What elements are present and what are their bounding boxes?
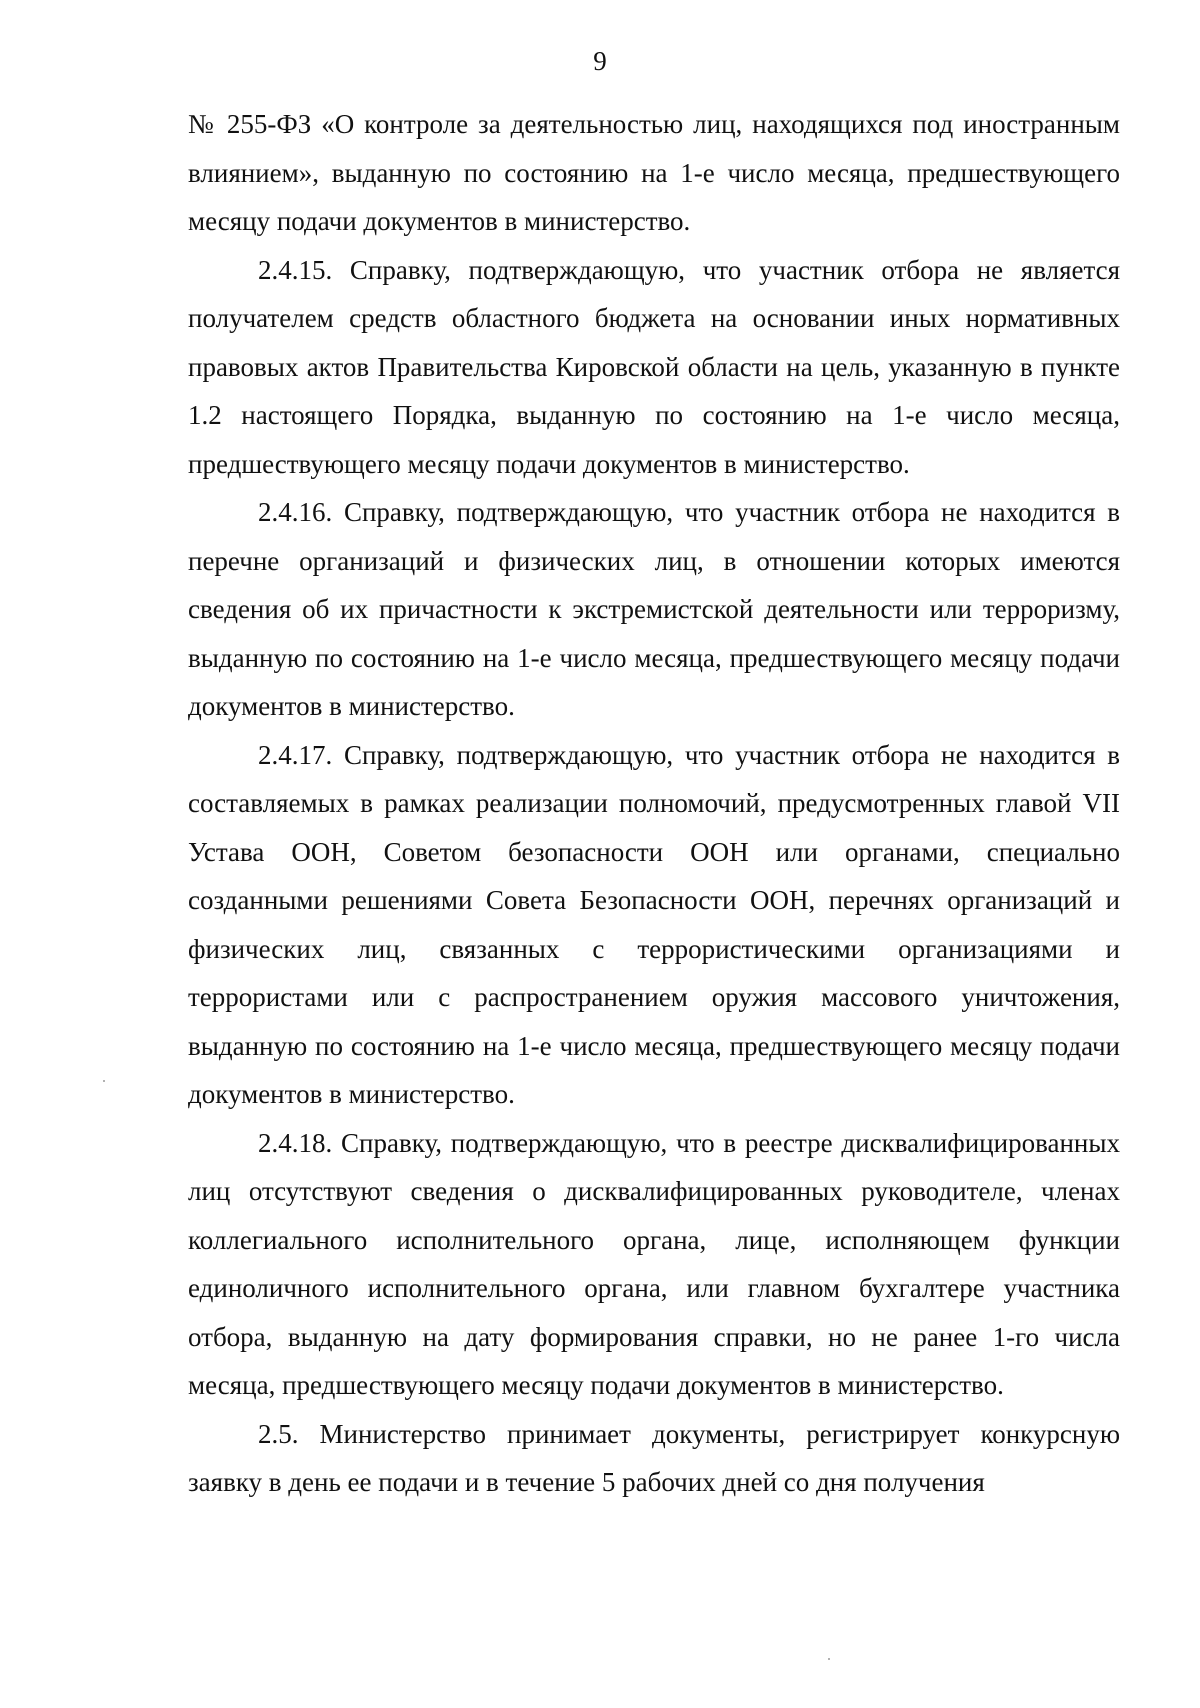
scan-speck <box>103 1080 105 1082</box>
document-body <box>188 100 1120 1507</box>
page-number: 9 <box>593 46 607 76</box>
paragraph-2-4-15: 2.4.15. Справку, подтверждающую, что участник отбора не является получателем средств областного бюджета на основании иных нормативных правовых актов Правительства Кировской области на цель, указанную в пункте 1.2 настоящего Порядка, выданную по состоянию на 1-е число месяца, предшествующего месяцу подачи документов в министерство. <box>188 254 1120 479</box>
paragraph-2-4-17: 2.4.17. Справку, подтверждающую, что участник отбора не находится в составляемых в рамках реализации полномочий, предусмотренных главой VII Устава ООН, Советом безопасности ООН или органами, специально созданными решениями Совета Безопасности ООН, перечнях организаций и физических лиц, связанных с террористическими организациями и террористами или с распространением оружия массового уничтожения, выданную по состоянию на 1-е число месяца, предшествующего месяцу подачи документов в министерство. <box>188 739 1120 1109</box>
scan-speck <box>828 1658 830 1660</box>
paragraph-2-4-16: 2.4.16. Справку, подтверждающую, что участник отбора не находится в перечне организаций и физических лиц, в отношении которых имеются сведения об их причастности к экстремистской деятельности или терроризму, выданную по состоянию на 1-е число месяца, предшествующего месяцу подачи документов в министерство. <box>188 497 1120 721</box>
paragraph-2-4-18: 2.4.18. Справку, подтверждающую, что в реестре дисквалифицированных лиц отсутствуют сведения о дисквалифицированных руководителе, членах коллегиального исполнительного органа, лице, исполняющем функции единоличного исполнительного органа, или главном бухгалтере участника отбора, выданную на дату формирования справки, но не ранее 1-го числа месяца, предшествующего месяцу подачи документов в министерство. <box>188 1127 1120 1400</box>
paragraph-2-5: 2.5. Министерство принимает документы, регистрирует конкурсную заявку в день ее подачи и в течение 5 рабочих дней со дня получения <box>188 1418 1120 1497</box>
paragraph-law-reference: № 255-ФЗ «О контроле за деятельностью лиц, находящихся под иностранным влиянием», выданную по состоянию на 1-е число месяца, предшествующего месяцу подачи документов в министерство. <box>188 109 1120 236</box>
